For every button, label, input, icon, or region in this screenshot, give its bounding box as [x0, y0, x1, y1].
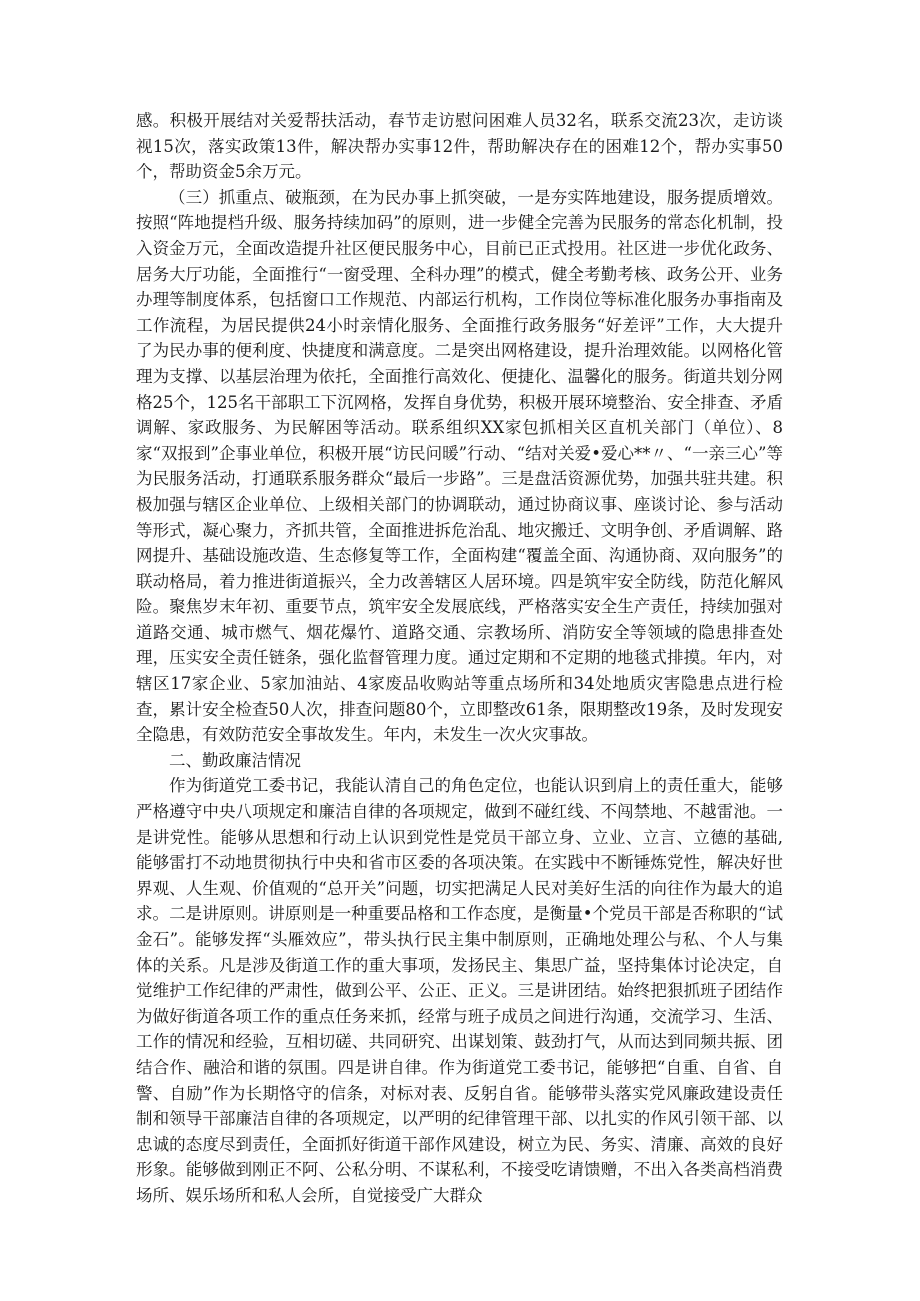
paragraph-continuation: 感。积极开展结对关爱帮扶活动，春节走访慰问困难人员32名，联系交流23次，走访谈视15次，落实政策13件，解决帮办实事12件，帮助解决存在的困难12个，帮办实事50个，帮助资金5余万元。	[136, 111, 783, 182]
paragraph-diligence-integrity: 作为街道党工委书记，我能认清自己的角色定位，也能认识到肩上的责任重大，能够严格遵守中央八项规定和廉洁自律的各项规定，做到不碰红线、不闯禁地、不越雷池。一是讲党性。能够从思想和行动上认识到党性是党员干部立身、立业、立言、立德的基础,能够雷打不动地贯彻执行中央和省市区委的各项决策。在实践中不断锤炼党性，解决好世界观、人生观、价值观的“总开关”问题，切实把满足人民对美好生活的向往作为最大的追求。二是讲原则。讲原则是一种重要品格和工作态度，是衡量•个党员干部是否称职的“试金石”。能够发挥“头雁效应”，带头执行民主集中制原则，正确地处理公与私、个人与集体的关系。凡是涉及街道工作的重大事项，发扬民主、集思广益，坚持集体讨论决定，自觉维护工作纪律的严肃性，做到公平、公正、正义。三是讲团结。始终把狠抓班子团结作为做好街道各项工作的重点任务来抓，经常与班子成员之间进行沟通，交流学习、生活、工作的情况和经验，互相切磋、共同研究、出谋划策、鼓劲打气，从而达到同频共振、团结合作、融洽和谐的氛围。四是讲自律。作为街道党工委书记，能够把“自重、自省、自警、自励”作为长期恪守的信条，对标对表、反躬自省。能够带头落实党风廉政建设责任制和领导干部廉洁自律的各项规定，以严明的纪律管理干部、以扎实的作风引领干部、以忠诚的态度尽到责任，全面抓好街道干部作风建设，树立为民、务实、清廉、高效的良好形象。能够做到刚正不阿、公私分明、不谋私利，不接受吃请馈赠，不出入各类高档消费场所、娱乐场所和私人会所，自觉接受广大群众	[136, 776, 783, 1205]
document-body	[136, 108, 783, 1209]
paragraph-section-three: （三）抓重点、破瓶颈，在为民办事上抓突破，一是夯实阵地建设，服务提质增效。按照“阵地提档升级、服务持续加码”的原则，进一步健全完善为民服务的常态化机制，投入资金万元，全面改造提升社区便民服务中心，目前已正式投用。社区进一步优化政务、居务大厅功能，全面推行“一窗受理、全科办理”的模式，健全考勤考核、政务公开、业务办理等制度体系，包括窗口工作规范、内部运行机构，工作岗位等标准化服务办事指南及工作流程，为居民提供24小时亲情化服务、全面推行政务服务“好差评”工作，大大提升了为民办事的便利度、快捷度和满意度。二是突出网格建设，提升治理效能。以网格化管理为支撑、以基层治理为依托，全面推行高效化、便捷化、温馨化的服务。街道共划分网格25个，125名干部职工下沉网格，发挥自身优势，积极开展环境整治、安全排查、矛盾调解、家政服务、为民解困等活动。联系组织XX家包抓相关区直机关部门（单位）、8家“双报到”企事业单位，积极开展“访民问暖”行动、“结对关爱•爱心**〃、“一亲三心”等为民服务活动，打通联系服务群众“最后一步路”。三是盘活资源优势，加强共驻共建。积极加强与辖区企业单位、上级相关部门的协调联动，通过协商议事、座谈讨论、参与活动等形式，凝心聚力，齐抓共管，全面推进拆危治乱、地灾搬迁、文明争创、矛盾调解、路网提升、基础设施改造、生态修复等工作，全面构建“覆盖全面、沟通协商、双向服务”的联动格局，着力推进街道振兴，全力改善辖区人居环境。四是筑牢安全防线，防范化解风险。聚焦岁末年初、重要节点，筑牢安全发展底线，严格落实安全生产责任，持续加强对道路交通、城市燃气、烟花爆竹、道路交通、宗教场所、消防安全等领域的隐患排查处理，压实安全责任链条，强化监督管理力度。通过定期和不定期的地毯式排摸。年内，对辖区17家企业、5家加油站、4家废品收购站等重点场所和34处地质灾害隐患点进行检查，累计安全检查50人次，排查问题80个，立即整改61条，限期整改19条，及时发现安全隐患，有效防范安全事故发生。年内，未发生一次火灾事故。	[136, 187, 783, 745]
section-heading: 二、勤政廉洁情况	[169, 750, 301, 770]
